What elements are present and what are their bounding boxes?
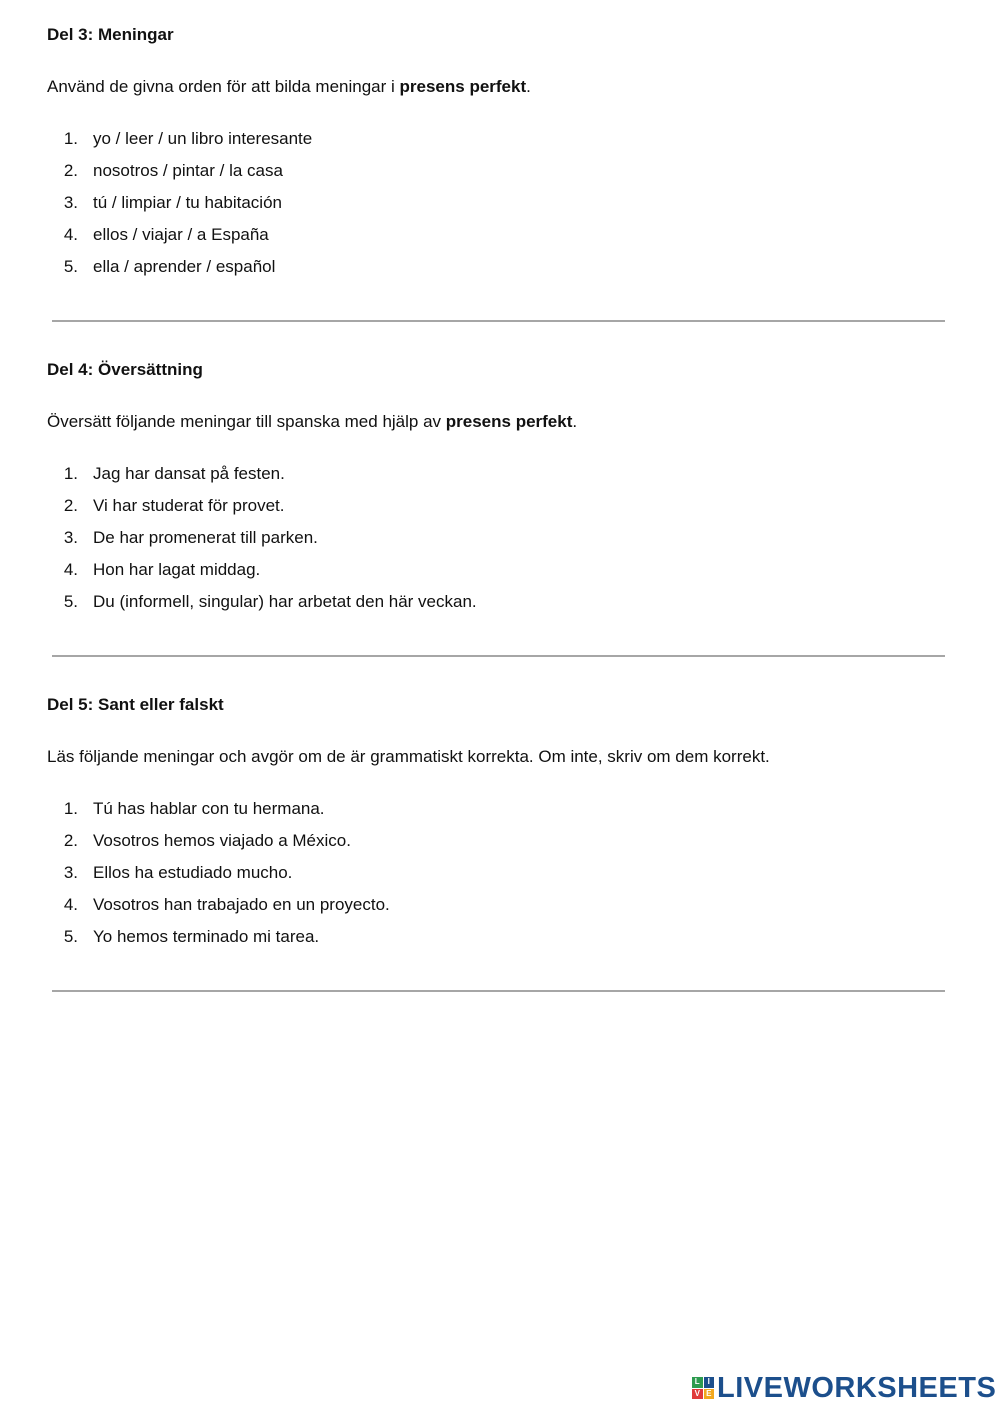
list-item: 3. Ellos ha estudiado mucho. bbox=[63, 863, 293, 882]
section-heading: Del 3: Meningar bbox=[47, 25, 174, 44]
exercise-list bbox=[47, 464, 947, 612]
list-item: 5. Du (informell, singular) har arbetat den här veckan. bbox=[63, 592, 477, 611]
list-item: 5. ella / aprender / español bbox=[63, 257, 276, 276]
list-item: 3. De har promenerat till parken. bbox=[63, 528, 318, 547]
list-item: 2. Vi har studerat för provet. bbox=[63, 496, 285, 515]
divider bbox=[52, 320, 945, 322]
liveworksheets-logo bbox=[692, 1373, 996, 1403]
list-item: 1. yo / leer / un libro interesante bbox=[63, 129, 313, 148]
list-item: 2. nosotros / pintar / la casa bbox=[63, 161, 283, 180]
list-item: 2. Vosotros hemos viajado a México. bbox=[63, 831, 351, 850]
list-item: 1. Jag har dansat på festen. bbox=[63, 464, 285, 483]
section-heading: Del 5: Sant eller falskt bbox=[47, 695, 224, 714]
list-item: 5. Yo hemos terminado mi tarea. bbox=[63, 927, 320, 946]
section-instruction: Läs följande meningar och avgör om de är grammatiskt korrekta. Om inte, skriv om dem korrekt. bbox=[47, 747, 770, 766]
list-item: 4. Vosotros han trabajado en un proyecto. bbox=[63, 895, 390, 914]
list-item: 3. tú / limpiar / tu habitación bbox=[63, 193, 282, 212]
logo-mark-cell: E bbox=[704, 1389, 715, 1400]
logo-mark-cell: I bbox=[704, 1377, 715, 1388]
divider bbox=[52, 990, 945, 992]
list-item: 4. ellos / viajar / a España bbox=[63, 225, 269, 244]
logo-mark-cell: L bbox=[692, 1377, 703, 1388]
section-del-4 bbox=[47, 360, 947, 624]
exercise-list bbox=[47, 129, 947, 277]
section-del-5 bbox=[47, 695, 947, 959]
list-item: 1. Tú has hablar con tu hermana. bbox=[63, 799, 325, 818]
divider bbox=[52, 655, 945, 657]
logo-mark-cell: V bbox=[692, 1389, 703, 1400]
section-heading: Del 4: Översättning bbox=[47, 360, 203, 379]
section-instruction: Översätt följande meningar till spanska med hjälp av presens perfekt. bbox=[47, 412, 578, 431]
list-item: 4. Hon har lagat middag. bbox=[63, 560, 261, 579]
logo-text: LIVEWORKSHEETS bbox=[717, 1372, 997, 1404]
section-del-3 bbox=[47, 25, 947, 289]
exercise-list bbox=[47, 799, 947, 947]
section-instruction: Använd de givna orden för att bilda meningar i presens perfekt. bbox=[47, 77, 531, 96]
logo-mark-icon bbox=[692, 1377, 714, 1399]
